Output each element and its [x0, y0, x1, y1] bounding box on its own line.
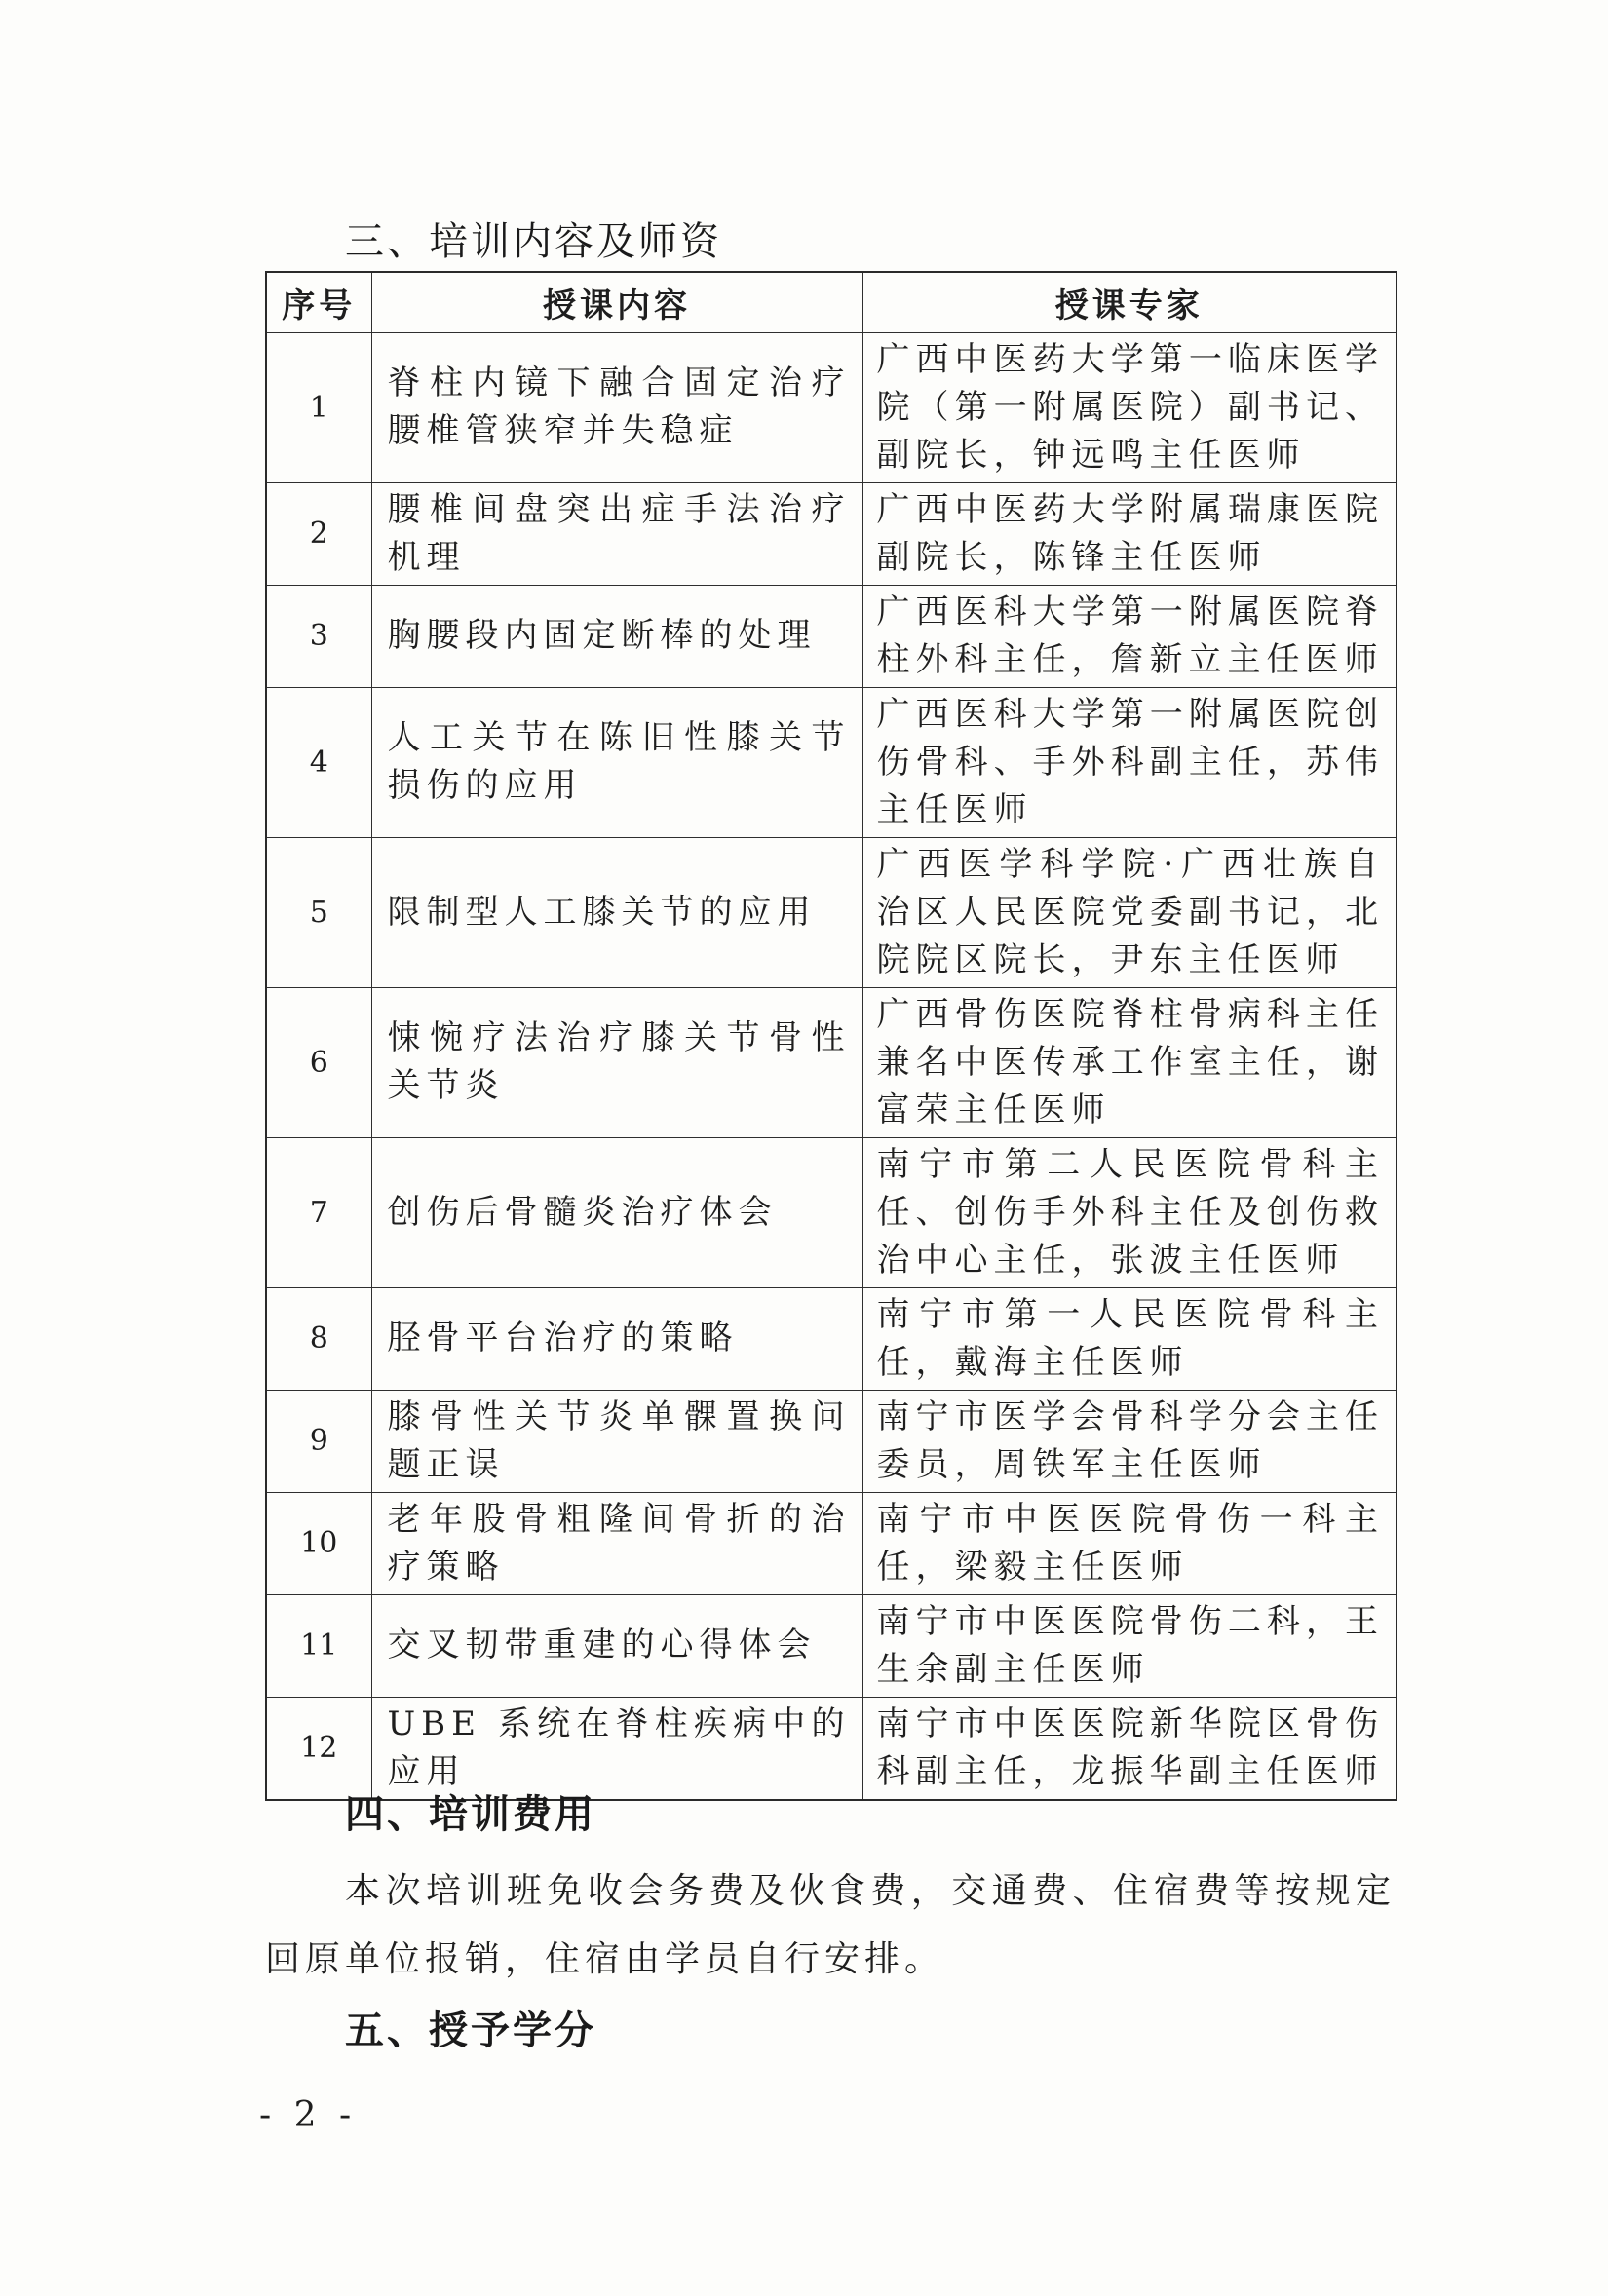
row-content: UBE 系统在脊柱疾病中的应用 — [371, 1697, 862, 1800]
row-no: 12 — [266, 1697, 371, 1800]
table-row — [266, 332, 1397, 482]
header-expert: 授课专家 — [862, 272, 1397, 332]
table-row — [266, 482, 1397, 585]
row-no: 7 — [266, 1137, 371, 1287]
table-row — [266, 687, 1397, 837]
row-content: 人工关节在陈旧性膝关节损伤的应用 — [371, 687, 862, 837]
row-expert: 南宁市中医医院骨伤一科主任，梁毅主任医师 — [862, 1492, 1397, 1594]
row-expert: 广西中医药大学第一临床医学院（第一附属医院）副书记、副院长，钟远鸣主任医师 — [862, 332, 1397, 482]
page-number: - 2 - — [259, 2095, 358, 2135]
row-content: 膝骨性关节炎单髁置换问题正误 — [371, 1390, 862, 1492]
table-row — [266, 837, 1397, 987]
row-no: 4 — [266, 687, 371, 837]
row-no: 9 — [266, 1390, 371, 1492]
row-expert: 广西医科大学第一附属医院创伤骨科、手外科副主任，苏伟主任医师 — [862, 687, 1397, 837]
row-no: 8 — [266, 1287, 371, 1390]
header-no: 序号 — [266, 272, 371, 332]
row-no: 10 — [266, 1492, 371, 1594]
row-content: 胫骨平台治疗的策略 — [371, 1287, 862, 1390]
row-expert: 南宁市第一人民医院骨科主任，戴海主任医师 — [862, 1287, 1397, 1390]
row-content: 腰椎间盘突出症手法治疗机理 — [371, 482, 862, 585]
fee-paragraph: 本次培训班免收会务费及伙食费，交通费、住宿费等按规定回原单位报销，住宿由学员自行安排。 — [265, 1871, 1396, 1979]
training-schedule-table — [265, 271, 1397, 1801]
row-expert: 广西医科大学第一附属医院脊柱外科主任，詹新立主任医师 — [862, 585, 1397, 687]
table-row — [266, 1492, 1397, 1594]
table-row — [266, 585, 1397, 687]
table-row — [266, 1390, 1397, 1492]
row-expert: 广西中医药大学附属瑞康医院副院长，陈锋主任医师 — [862, 482, 1397, 585]
row-expert: 南宁市中医医院骨伤二科，王生余副主任医师 — [862, 1594, 1397, 1697]
section-heading-credit: 五、授予学分 — [345, 2009, 596, 2053]
row-expert: 广西骨伤医院脊柱骨病科主任兼名中医传承工作室主任，谢富荣主任医师 — [862, 987, 1397, 1137]
row-no: 5 — [266, 837, 371, 987]
row-content: 胸腰段内固定断棒的处理 — [371, 585, 862, 687]
row-no: 2 — [266, 482, 371, 585]
table-row — [266, 1287, 1397, 1390]
row-expert: 南宁市医学会骨科学分会主任委员，周铁军主任医师 — [862, 1390, 1397, 1492]
row-content: 悚惋疗法治疗膝关节骨性关节炎 — [371, 987, 862, 1137]
table-row — [266, 987, 1397, 1137]
header-content: 授课内容 — [371, 272, 862, 332]
row-expert: 南宁市中医医院新华院区骨伤科副主任，龙振华副主任医师 — [862, 1697, 1397, 1800]
row-expert: 南宁市第二人民医院骨科主任、创伤手外科主任及创伤救治中心主任，张波主任医师 — [862, 1137, 1397, 1287]
row-content: 脊柱内镜下融合固定治疗腰椎管狭窄并失稳症 — [371, 332, 862, 482]
table-row — [266, 1594, 1397, 1697]
table-row — [266, 1137, 1397, 1287]
row-no: 6 — [266, 987, 371, 1137]
row-no: 11 — [266, 1594, 371, 1697]
section-heading-training: 三、培训内容及师资 — [345, 219, 722, 264]
row-expert: 广西医学科学院·广西壮族自治区人民医院党委副书记，北院院区院长，尹东主任医师 — [862, 837, 1397, 987]
row-content: 限制型人工膝关节的应用 — [371, 837, 862, 987]
table-header-row — [266, 272, 1397, 332]
row-content: 交叉韧带重建的心得体会 — [371, 1594, 862, 1697]
row-no: 3 — [266, 585, 371, 687]
row-content: 创伤后骨髓炎治疗体会 — [371, 1137, 862, 1287]
row-content: 老年股骨粗隆间骨折的治疗策略 — [371, 1492, 862, 1594]
section-heading-fee: 四、培训费用 — [345, 1792, 596, 1837]
row-no: 1 — [266, 332, 371, 482]
